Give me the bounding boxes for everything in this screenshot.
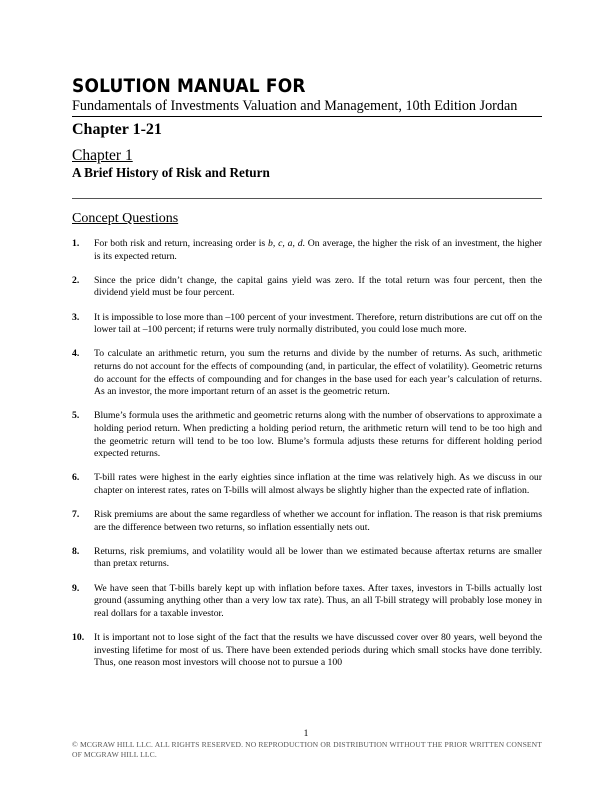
question-text: We have seen that T-bills barely kept up with inflation before taxes. After taxes, investors in T-bills actually lost ground (assuming anything other than a very low tax rate). Thus, an all T-bill strategy will probably lose money in real dollars for a taxable investor. [94, 582, 542, 619]
question-item [72, 410, 542, 460]
book-title: Fundamentals of Investments Valuation and Management, 10th Edition Jordan [72, 98, 518, 114]
question-number: 6. [72, 472, 80, 484]
question-text: Risk premiums are about the same regardless of whether we account for inflation. The reason is that risk premiums are the difference between two returns, so inflation essentially nets out. [94, 509, 542, 533]
question-item [72, 275, 542, 300]
question-text: To calculate an arithmetic return, you sum the returns and divide by the number of returns. As such, arithmetic returns do not account for the effects of compounding (and, in particular, the effect of volatility). Geometric returns do account for the effects of compounding and for changes in the base used for each year’s calculation of returns. As an investor, the more important return of an asset is the geometric return. [94, 348, 542, 398]
section-divider [72, 198, 542, 199]
chapter-heading: Chapter 1 [72, 147, 133, 164]
question-text: It is important not to lose sight of the fact that the results we have discussed cover over 80 years, well beyond the investing lifetime for most of us. There have been extended periods during which small stocks have done terribly. Thus, one reason most investors will choose not to pursue a 100 [94, 632, 542, 669]
section-heading: Concept Questions [72, 211, 179, 226]
question-number: 1. [72, 238, 80, 249]
document-header [72, 76, 542, 140]
question-number: 2. [72, 274, 80, 286]
chapter-range: Chapter 1-21 [72, 121, 162, 138]
question-number: 9. [72, 582, 80, 594]
question-item [72, 583, 542, 621]
question-item [72, 546, 542, 571]
question-item [72, 348, 542, 398]
question-number: 10. [72, 632, 85, 643]
question-number: 5. [72, 410, 80, 422]
question-item [72, 472, 542, 497]
question-text: T-bill rates were highest in the early eighties since inflation at the time was relatively high. As we discuss in our chapter on interest rates, rates on T-bills will almost always be slightly higher than the expected rate of inflation. [94, 472, 542, 496]
question-number: 7. [72, 509, 80, 521]
question-text: For both risk and return, increasing order is b, c, a, d. On average, the higher the risk of an investment, the higher is its expected return. [94, 238, 542, 262]
question-item [72, 312, 542, 337]
question-number: 4. [72, 348, 80, 360]
question-text: Since the price didn’t change, the capital gains yield was zero. If the total return was four percent, then the dividend yield must be four percent. [94, 274, 542, 299]
question-number: 8. [72, 545, 80, 557]
copyright-notice: © MCGRAW HILL LLC. ALL RIGHTS RESERVED. NO REPRODUCTION OR DISTRIBUTION WITHOUT THE PRIOR WRITTEN CONSENT OF MCGRAW HILL LLC. [72, 740, 542, 759]
question-item [72, 238, 542, 263]
concept-questions-list [72, 238, 542, 681]
chapter-subtitle: A Brief History of Risk and Return [72, 165, 270, 180]
page-number: 1 [303, 729, 309, 739]
question-item [72, 509, 542, 534]
question-item [72, 632, 542, 670]
question-text: Returns, risk premiums, and volatility would all be lower than we estimated because aftertax returns are smaller than pretax returns. [94, 545, 542, 570]
question-number: 3. [72, 311, 80, 323]
question-text: Blume’s formula uses the arithmetic and geometric returns along with the number of observations to approximate a holding period return. When predicting a holding period return, the arithmetic return will tend to be too high and the geometric return will tend to be too low. Blume’s formula adjusts these returns for different holding period expected returns. [94, 410, 542, 460]
header-rule [72, 116, 542, 117]
solution-manual-title: SOLUTION MANUAL FOR [72, 76, 306, 98]
question-text: It is impossible to lose more than –100 percent of your investment. Therefore, return distributions are cut off on the lower tail at –100 percent; if returns were truly normally distributed, you could lose much more. [94, 311, 542, 336]
